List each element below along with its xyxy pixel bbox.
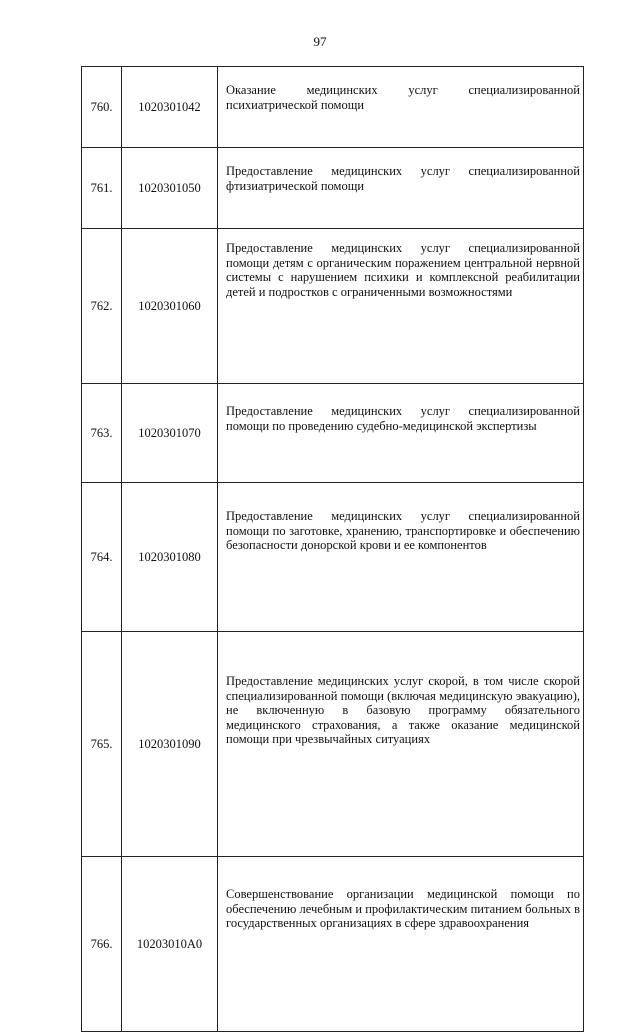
row-name: Предоставление медицинских услуг специализированной фтизиатрической помощи	[226, 164, 580, 193]
row-code: 10203010А0	[122, 857, 218, 1032]
table-row	[82, 148, 584, 229]
table-row	[82, 483, 584, 632]
row-name-cell	[218, 67, 584, 148]
row-number: 762.	[82, 229, 122, 384]
row-name-cell	[218, 483, 584, 632]
row-name-cell	[218, 229, 584, 384]
registry-table	[81, 66, 584, 1032]
row-code: 1020301090	[122, 632, 218, 857]
table-row	[82, 384, 584, 483]
row-name: Оказание медицинских услуг специализированной психиатрической помощи	[226, 83, 580, 112]
table-row	[82, 857, 584, 1032]
row-number: 765.	[82, 632, 122, 857]
row-code: 1020301080	[122, 483, 218, 632]
row-code: 1020301050	[122, 148, 218, 229]
page-number: 97	[313, 34, 327, 49]
row-number: 766.	[82, 857, 122, 1032]
row-name-cell	[218, 632, 584, 857]
row-number: 764.	[82, 483, 122, 632]
table-row	[82, 632, 584, 857]
row-name: Совершенствование организации медицинской помощи по обеспечению лечебным и профилактическим питанием больных в государственных организациях в сфере здравоохранения	[226, 887, 580, 930]
row-code: 1020301060	[122, 229, 218, 384]
row-name: Предоставление медицинских услуг специализированной помощи по заготовке, хранению, транспортировке и обеспечению безопасности донорской крови и ее компонентов	[226, 509, 580, 552]
row-name: Предоставление медицинских услуг специализированной помощи по проведению судебно-медицинской экспертизы	[226, 404, 580, 433]
row-name: Предоставление медицинских услуг скорой, в том числе скорой специализированной помощи (включая медицинскую эвакуацию), не включенную в базовую программу обязательного медицинского страхования, а также оказание медицинской помощи при чрезвычайных ситуациях	[226, 674, 580, 746]
row-number: 760.	[82, 67, 122, 148]
row-number: 761.	[82, 148, 122, 229]
row-name-cell	[218, 384, 584, 483]
row-name-cell	[218, 148, 584, 229]
row-name: Предоставление медицинских услуг специализированной помощи детям с органическим поражением центральной нервной системы с нарушением психики и комплексной реабилитации детей и подростков с ограниченными возможностями	[226, 241, 580, 299]
row-name-cell	[218, 857, 584, 1032]
row-code: 1020301070	[122, 384, 218, 483]
table-row	[82, 67, 584, 148]
table-row	[82, 229, 584, 384]
row-number: 763.	[82, 384, 122, 483]
row-code: 1020301042	[122, 67, 218, 148]
